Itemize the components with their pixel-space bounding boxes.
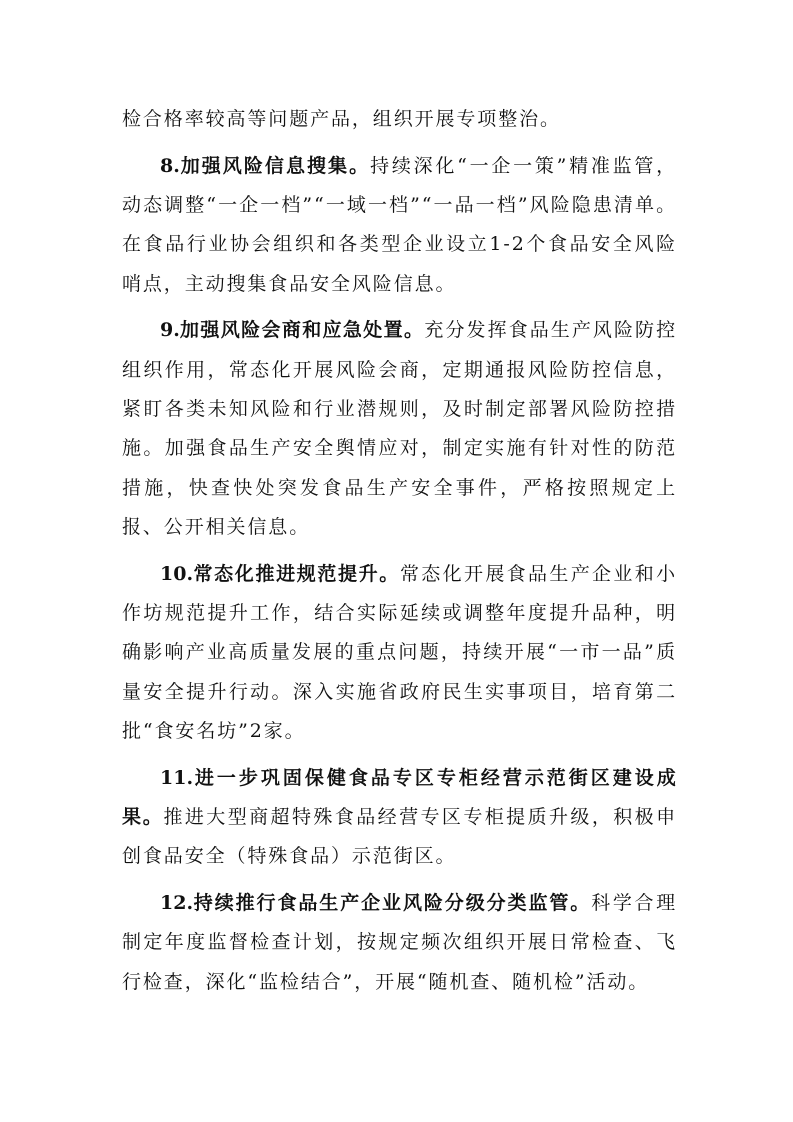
paragraph-body: 常态化开展食品生产企业和小作坊规范提升工作，结合实际延续或调整年度提升品种，明确影响产业高质量发展的重点问题，持续开展“一市一品”质量安全提升行动。深入实施省政府民生实事项目，培育第二批“食安名坊”2家。 <box>122 562 677 742</box>
item-number: 12. <box>160 892 194 915</box>
item-number: 8. <box>160 154 180 177</box>
item-number: 10. <box>160 562 194 585</box>
paragraph-item-11 <box>122 759 677 877</box>
paragraph-body: 推进大型商超特殊食品经营专区专柜提质升级，积极申创食品安全（特殊食品）示范街区。 <box>122 806 678 868</box>
paragraph-item-8 <box>122 147 677 304</box>
paragraph-heading <box>160 563 400 585</box>
heading-text: 加强风险信息搜集。 <box>179 154 371 177</box>
paragraph-heading <box>160 319 424 341</box>
paragraph-heading <box>160 892 591 914</box>
paragraph-item-9 <box>122 311 677 547</box>
heading-text: 进一步巩固保健食品专区专柜经营示范街区建设成果。 <box>122 766 677 829</box>
paragraph-body: 充分发挥食品生产风险防控组织作用，常态化开展风险会商，定期通报风险防控信息，紧盯各类未知风险和行业潜规则，及时制定部署风险防控措施。加强食品生产安全舆情应对，制定实施有针对性的防范措施，快查快处突发食品生产安全事件，严格按照规定上报、公开相关信息。 <box>122 319 677 538</box>
paragraph-item-10 <box>122 555 677 751</box>
item-number: 11. <box>160 766 194 789</box>
heading-text: 加强风险会商和应急处置。 <box>179 319 425 342</box>
document-body <box>122 100 677 1010</box>
paragraph-body: 检合格率较高等问题产品，组织开展专项整治。 <box>122 108 561 130</box>
paragraph-body: 持续深化“一企一策”精准监管，动态调整“一企一档”“一域一档”“一品一档”风险隐患清单。在食品行业协会组织和各类型企业设立1-2个食品安全风险哨点，主动搜集食品安全风险信息。 <box>122 154 677 295</box>
item-number: 9. <box>160 319 180 342</box>
heading-text: 持续推行食品生产企业风险分级分类监管。 <box>193 892 592 915</box>
paragraph-body: 科学合理制定年度监督检查计划，按规定频次组织开展日常检查、飞行检查，深化“监检结合”，开展“随机查、随机检”活动。 <box>122 892 677 993</box>
paragraph-item-12 <box>122 884 677 1002</box>
paragraph-heading <box>160 155 370 177</box>
heading-text: 常态化推进规范提升。 <box>193 562 400 585</box>
paragraph-continuation <box>122 100 677 139</box>
